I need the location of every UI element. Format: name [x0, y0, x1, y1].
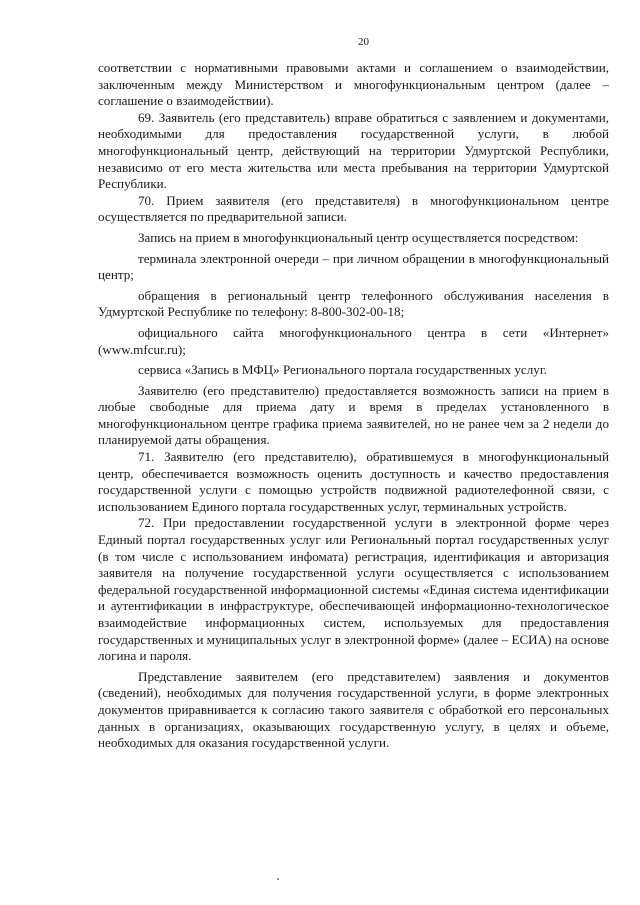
paragraph-consent: Представление заявителем (его представителем) заявления и документов (сведений), необходимых для получения государственной услуги, в форме электронных документов приравнивается к согласию такого заявителя с обработкой его персональных данных в организациях, оказывающих государственную услугу, в целях и объеме, необходимых для оказания государственной услуги. — [98, 668, 609, 751]
paragraph-booking-website: официального сайта многофункционального центра в сети «Интернет» (www.mfcur.ru); — [98, 324, 609, 357]
paragraph-booking-phone: обращения в региональный центр телефонного обслуживания населения в Удмуртской Республике по телефону: 8-800-302-00-18; — [98, 287, 609, 320]
page-number: 20 — [358, 36, 369, 48]
paragraph-69: 69. Заявитель (его представитель) вправе обратиться с заявлением и документами, необходимыми для предоставления государственной услуги, в любой многофункциональный центр, действующий на территории Удмуртской Республики, независимо от его места жительства или места пребывания на территории Удмуртской Республики. — [98, 109, 609, 192]
paragraph-71: 71. Заявителю (его представителю), обратившемуся в многофункциональный центр, обеспечивается возможность оценить доступность и качество предоставления государственной услуги с помощью устройств подвижной радиотелефонной связи, с использованием Единого портала государственных услуг, терминальных устройств. — [98, 449, 609, 514]
paragraph-70: 70. Прием заявителя (его представителя) в многофункциональном центре осуществляется по предварительной записи. — [98, 192, 609, 225]
paragraph-booking-intro: Запись на прием в многофункциональный центр осуществляется посредством: — [138, 229, 579, 245]
scan-speck — [277, 878, 279, 880]
paragraph-72: 72. При предоставлении государственной услуги в электронной форме через Единый портал государственных услуг или Региональный портал государственных услуг (в том числе с использованием инфомата) регистрация, идентификация и авторизация заявителя на получение государственной услуги осуществляется с использованием федеральной государственной информационной системы «Единая система идентификации и аутентификации в инфраструктуре, обеспечивающей информационно-технологическое взаимодействие информационных систем, используемых для предоставления государственных и муниципальных услуг в электронной форме» (далее – ЕСИА) на основе логина и пароля. — [98, 515, 609, 664]
paragraph-booking-terminal: терминала электронной очереди – при личном обращении в многофункциональный центр; — [98, 250, 609, 283]
paragraph-booking-portal: сервиса «Запись в МФЦ» Регионального портала государственных услуг. — [138, 362, 547, 378]
paragraph-booking-schedule: Заявителю (его представителю) предоставляется возможность записи на прием в любые свободные для приема дату и время в пределах установленного в многофункциональном центре графика приема заявителей, но не ранее чем за 2 недели до планируемой даты обращения. — [98, 382, 609, 448]
paragraph-continuation: соответствии с нормативными правовыми актами и соглашением о взаимодействии, заключенным между Министерством и многофункциональным центром (далее – соглашение о взаимодействии). — [98, 60, 609, 109]
document-body — [98, 60, 609, 752]
